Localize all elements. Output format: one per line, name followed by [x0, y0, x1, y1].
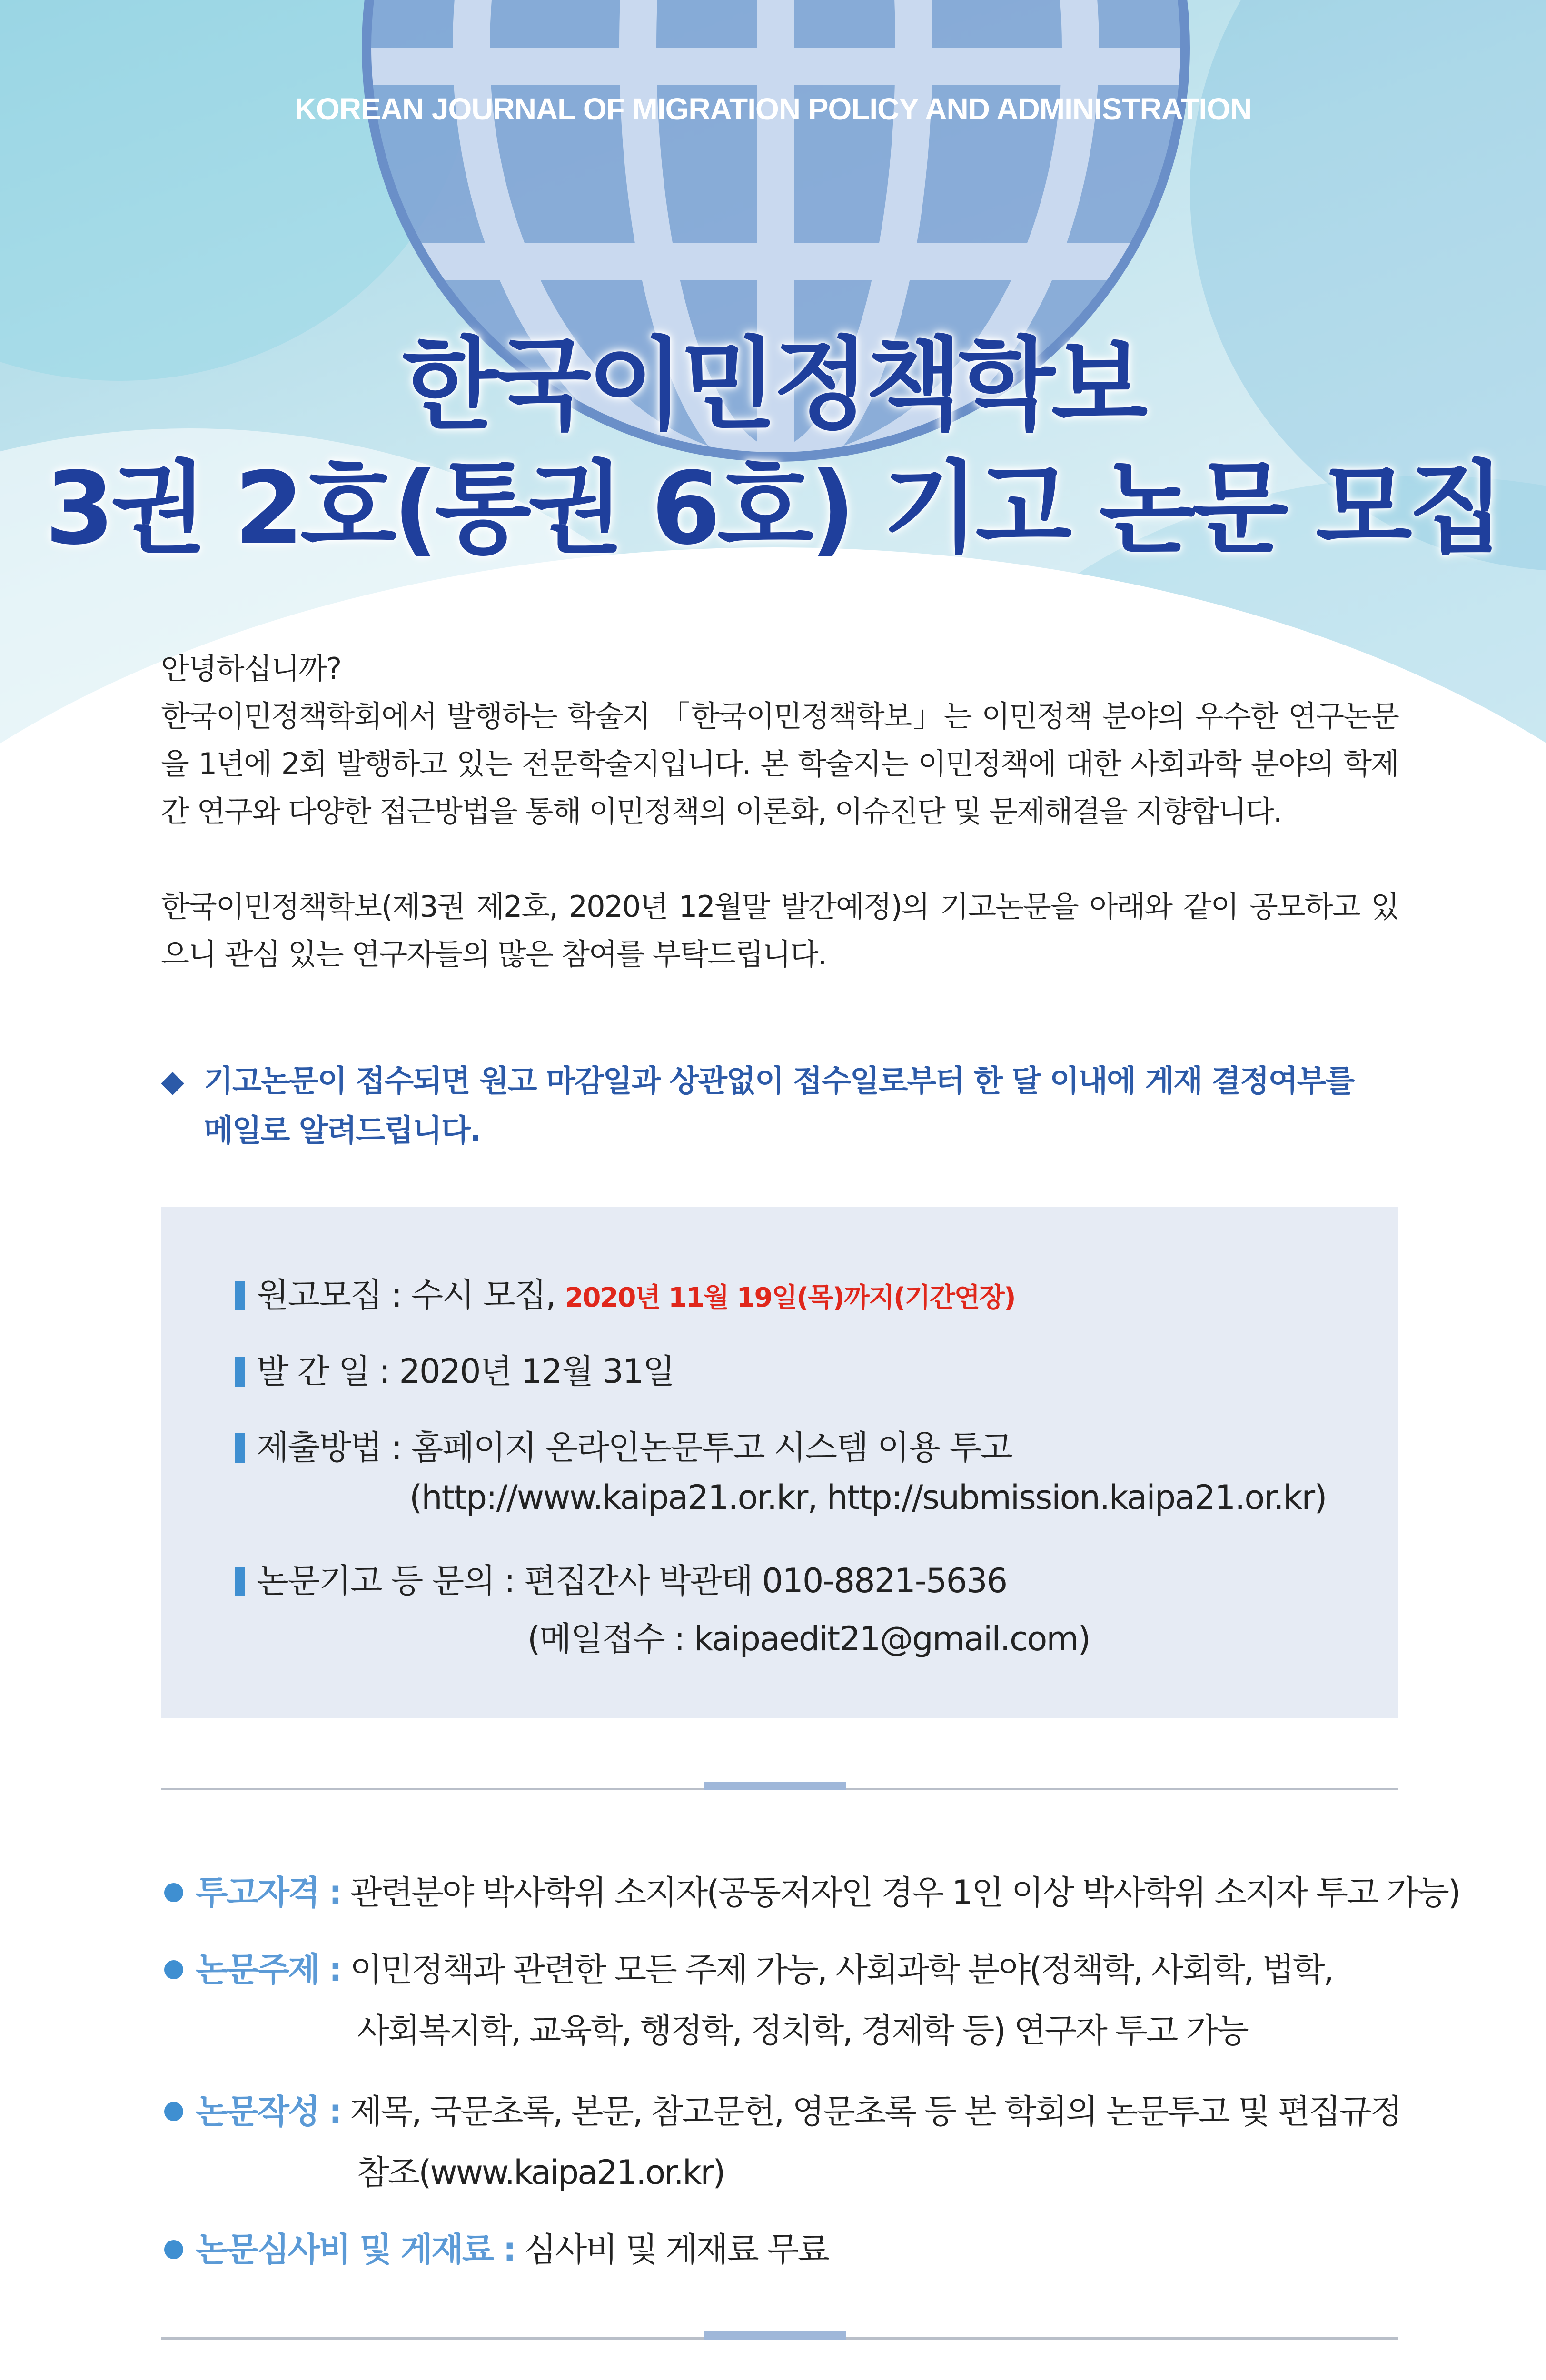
bullet-dot-icon [164, 1883, 183, 1902]
bullet-dot-icon [164, 2240, 183, 2259]
notice-line-1: 기고논문이 접수되면 원고 마감일과 상관없이 접수일로부터 한 달 이내에 게재 결정여부를 [204, 1064, 1354, 1099]
info-publish-text: 발 간 일 : 2020년 12월 31일 [257, 1352, 674, 1391]
eligibility-fee [164, 2223, 828, 2271]
bullet-bar-icon [235, 1567, 245, 1596]
bullet-bar-icon [235, 1433, 245, 1463]
writing-key: 논문작성 : [196, 2092, 341, 2131]
eligibility-topic [164, 1943, 1333, 1991]
notice-line-2: 메일로 알려드립니다. [204, 1113, 481, 1149]
page-subtitle: 3권 2호(통권 6호) 기고 논문 모집 [45, 450, 1501, 567]
inquiry-email: (메일접수 : kaipaedit21@gmail.com) [527, 1619, 1090, 1658]
qualification-key: 투고자격 : [196, 1873, 341, 1912]
bullet-bar-icon [235, 1281, 245, 1310]
eligibility-writing [164, 2085, 1401, 2133]
info-recruit-label: 원고모집 : 수시 모집, [257, 1276, 555, 1315]
eligibility-qualification [164, 1866, 1459, 1914]
divider [161, 2337, 1398, 2340]
info-publish [235, 1345, 674, 1393]
info-inquiry-text: 논문기고 등 문의 : 편집간사 박관태 010-8821-5636 [257, 1561, 1007, 1600]
topic-value: 이민정책과 관련한 모든 주제 가능, 사회과학 분야(정책학, 사회학, 법학, [350, 1950, 1333, 1989]
greeting: 안녕하십니까? [161, 651, 341, 686]
intro-paragraph-2: 한국이민정책학보(제3권 제2호, 2020년 12월말 발간예정)의 기고논문을 아래와 같이 공모하고 있으니 관심 있는 연구자들의 많은 참여를 부탁드립니다. [161, 889, 1398, 972]
diamond-icon: ◆ [161, 1064, 184, 1099]
intro-paragraph-1: 한국이민정책학회에서 발행하는 학술지 「한국이민정책학보」는 이민정책 분야의 우수한 연구논문을 1년에 2회 발행하고 있는 전문학술지입니다. 본 학술지는 이민정책에 대한 사회과학 분야의 학제간 연구와 다양한 접근방법을 통해 이민정책의 이론화, 이슈진단 및 문제해결을 지향합니다. [161, 699, 1398, 829]
notice [161, 1057, 1398, 1156]
info-inquiry [235, 1554, 1007, 1602]
topic-key: 논문주제 : [196, 1950, 341, 1989]
deadline-highlight: 2020년 11월 19일(목)까지(기간연장) [565, 1282, 1015, 1313]
fee-value: 심사비 및 게재료 무료 [524, 2230, 829, 2269]
page-title: 한국이민정책학보 [402, 327, 1144, 443]
bullet-bar-icon [235, 1357, 245, 1387]
info-box [161, 1207, 1398, 1718]
topic-value-line-2: 사회복지학, 교육학, 행정학, 정치학, 경제학 등) 연구자 투고 가능 [357, 2011, 1248, 2050]
divider [161, 1788, 1398, 1790]
info-recruit [235, 1269, 1015, 1317]
info-submit [235, 1421, 1012, 1469]
writing-value: 제목, 국문초록, 본문, 참고문헌, 영문초록 등 본 학회의 논문투고 및 편집규정 [350, 2092, 1401, 2131]
fee-key: 논문심사비 및 게재료 : [196, 2230, 515, 2269]
submission-urls: (http://www.kaipa21.or.kr, http://submission.kaipa21.or.kr) [409, 1478, 1327, 1517]
bullet-dot-icon [164, 1960, 183, 1979]
info-submit-text: 제출방법 : 홈페이지 온라인논문투고 시스템 이용 투고 [257, 1428, 1012, 1467]
journal-english-name: KOREAN JOURNAL OF MIGRATION POLICY AND ADMINISTRATION [294, 92, 1252, 126]
bullet-dot-icon [164, 2102, 183, 2121]
qualification-value: 관련분야 박사학위 소지자(공동저자인 경우 1인 이상 박사학위 소지자 투고 가능) [350, 1873, 1460, 1912]
intro-text [161, 645, 1398, 978]
writing-value-line-2: 참조(www.kaipa21.or.kr) [357, 2153, 724, 2192]
